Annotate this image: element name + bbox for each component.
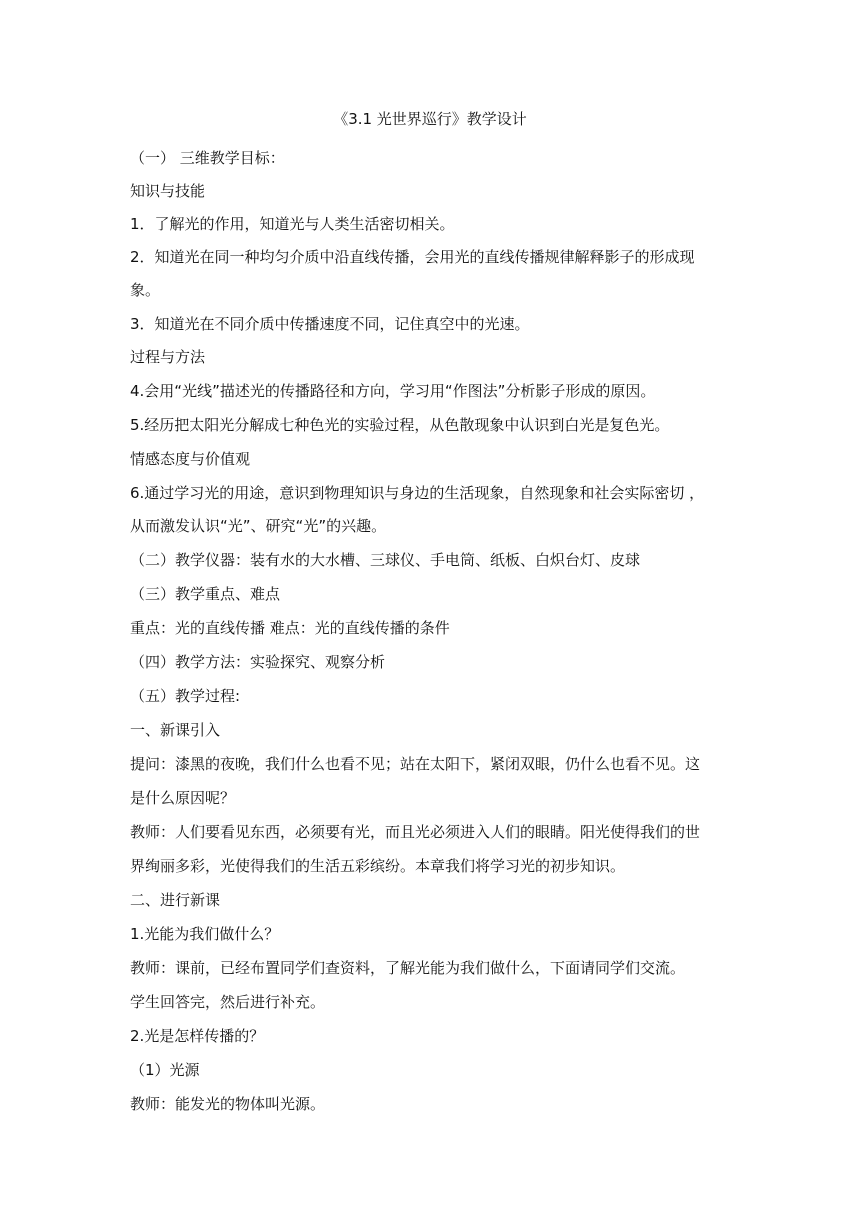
key-points-text: 重点：光的直线传播 难点：光的直线传播的条件 [130, 619, 450, 637]
teacher-text-1: 教师：人们要看见东西，必须要有光，而且光必须进入人们的眼睛。阳光使得我们的世 [130, 823, 701, 841]
objective-item-2: 2．知道光在同一种均匀介质中沿直线传播，会用光的直线传播规律解释影子的形成现 [130, 248, 695, 266]
section-heading-methods: （四）教学方法：实验探究、观察分析 [130, 653, 386, 671]
part-heading-new-lesson: 二、进行新课 [130, 891, 221, 909]
section-heading-instruments: （二）教学仪器：装有水的大水槽、三球仪、手电筒、纸板、白炽台灯、皮球 [130, 551, 641, 569]
section-heading-process: （五）教学过程: [130, 687, 241, 705]
lesson-item-2: 2.光是怎样传播的？ [130, 1027, 265, 1045]
lesson-item-1: 1.光能为我们做什么？ [130, 925, 280, 943]
objective-item-6-cont: 从而激发认识“光”、研究“光”的兴趣。 [130, 517, 387, 535]
subheading-attitude-values: 情感态度与价值观 [130, 450, 251, 468]
teacher-text-2: 教师：课前，已经布置同学们查资料，了解光能为我们做什么，下面请同学们交流。 [130, 959, 686, 977]
objective-item-3: 3．知道光在不同介质中传播速度不同，记住真空中的光速。 [130, 315, 530, 333]
objective-item-4: 4.会用“光线”描述光的传播路径和方向，学习用“作图法”分析影子形成的原因。 [130, 382, 656, 400]
document-title: 《3.1 光世界巡行》教学设计 [333, 110, 527, 128]
question-text-cont: 是什么原因呢？ [130, 789, 236, 807]
question-text: 提问：漆黑的夜晚，我们什么也看不见；站在太阳下，紧闭双眼，仍什么也看不见。这 [130, 755, 701, 773]
subheading-knowledge-skills: 知识与技能 [130, 182, 206, 200]
objective-item-6: 6.通过学习光的用途，意识到物理知识与身边的生活现象，自然现象和社会实际密切 ， [130, 484, 705, 502]
subitem-light-source: （1）光源 [130, 1061, 200, 1079]
subheading-process-method: 过程与方法 [130, 348, 206, 366]
teacher-text-1-cont: 界绚丽多彩，光使得我们的生活五彩缤纷。本章我们将学习光的初步知识。 [130, 857, 626, 875]
section-heading-objectives: （一） 三维教学目标： [130, 149, 285, 167]
part-heading-introduction: 一、新课引入 [130, 721, 221, 739]
teacher-text-3: 教师：能发光的物体叫光源。 [130, 1095, 326, 1113]
objective-item-1: 1．了解光的作用，知道光与人类生活密切相关。 [130, 215, 455, 233]
objective-item-2-cont: 象。 [130, 281, 161, 299]
objective-item-5: 5.经历把太阳光分解成七种色光的实验过程，从色散现象中认识到白光是复色光。 [130, 416, 670, 434]
student-text: 学生回答完，然后进行补充。 [130, 993, 326, 1011]
section-heading-key-points: （三）教学重点、难点 [130, 585, 281, 603]
